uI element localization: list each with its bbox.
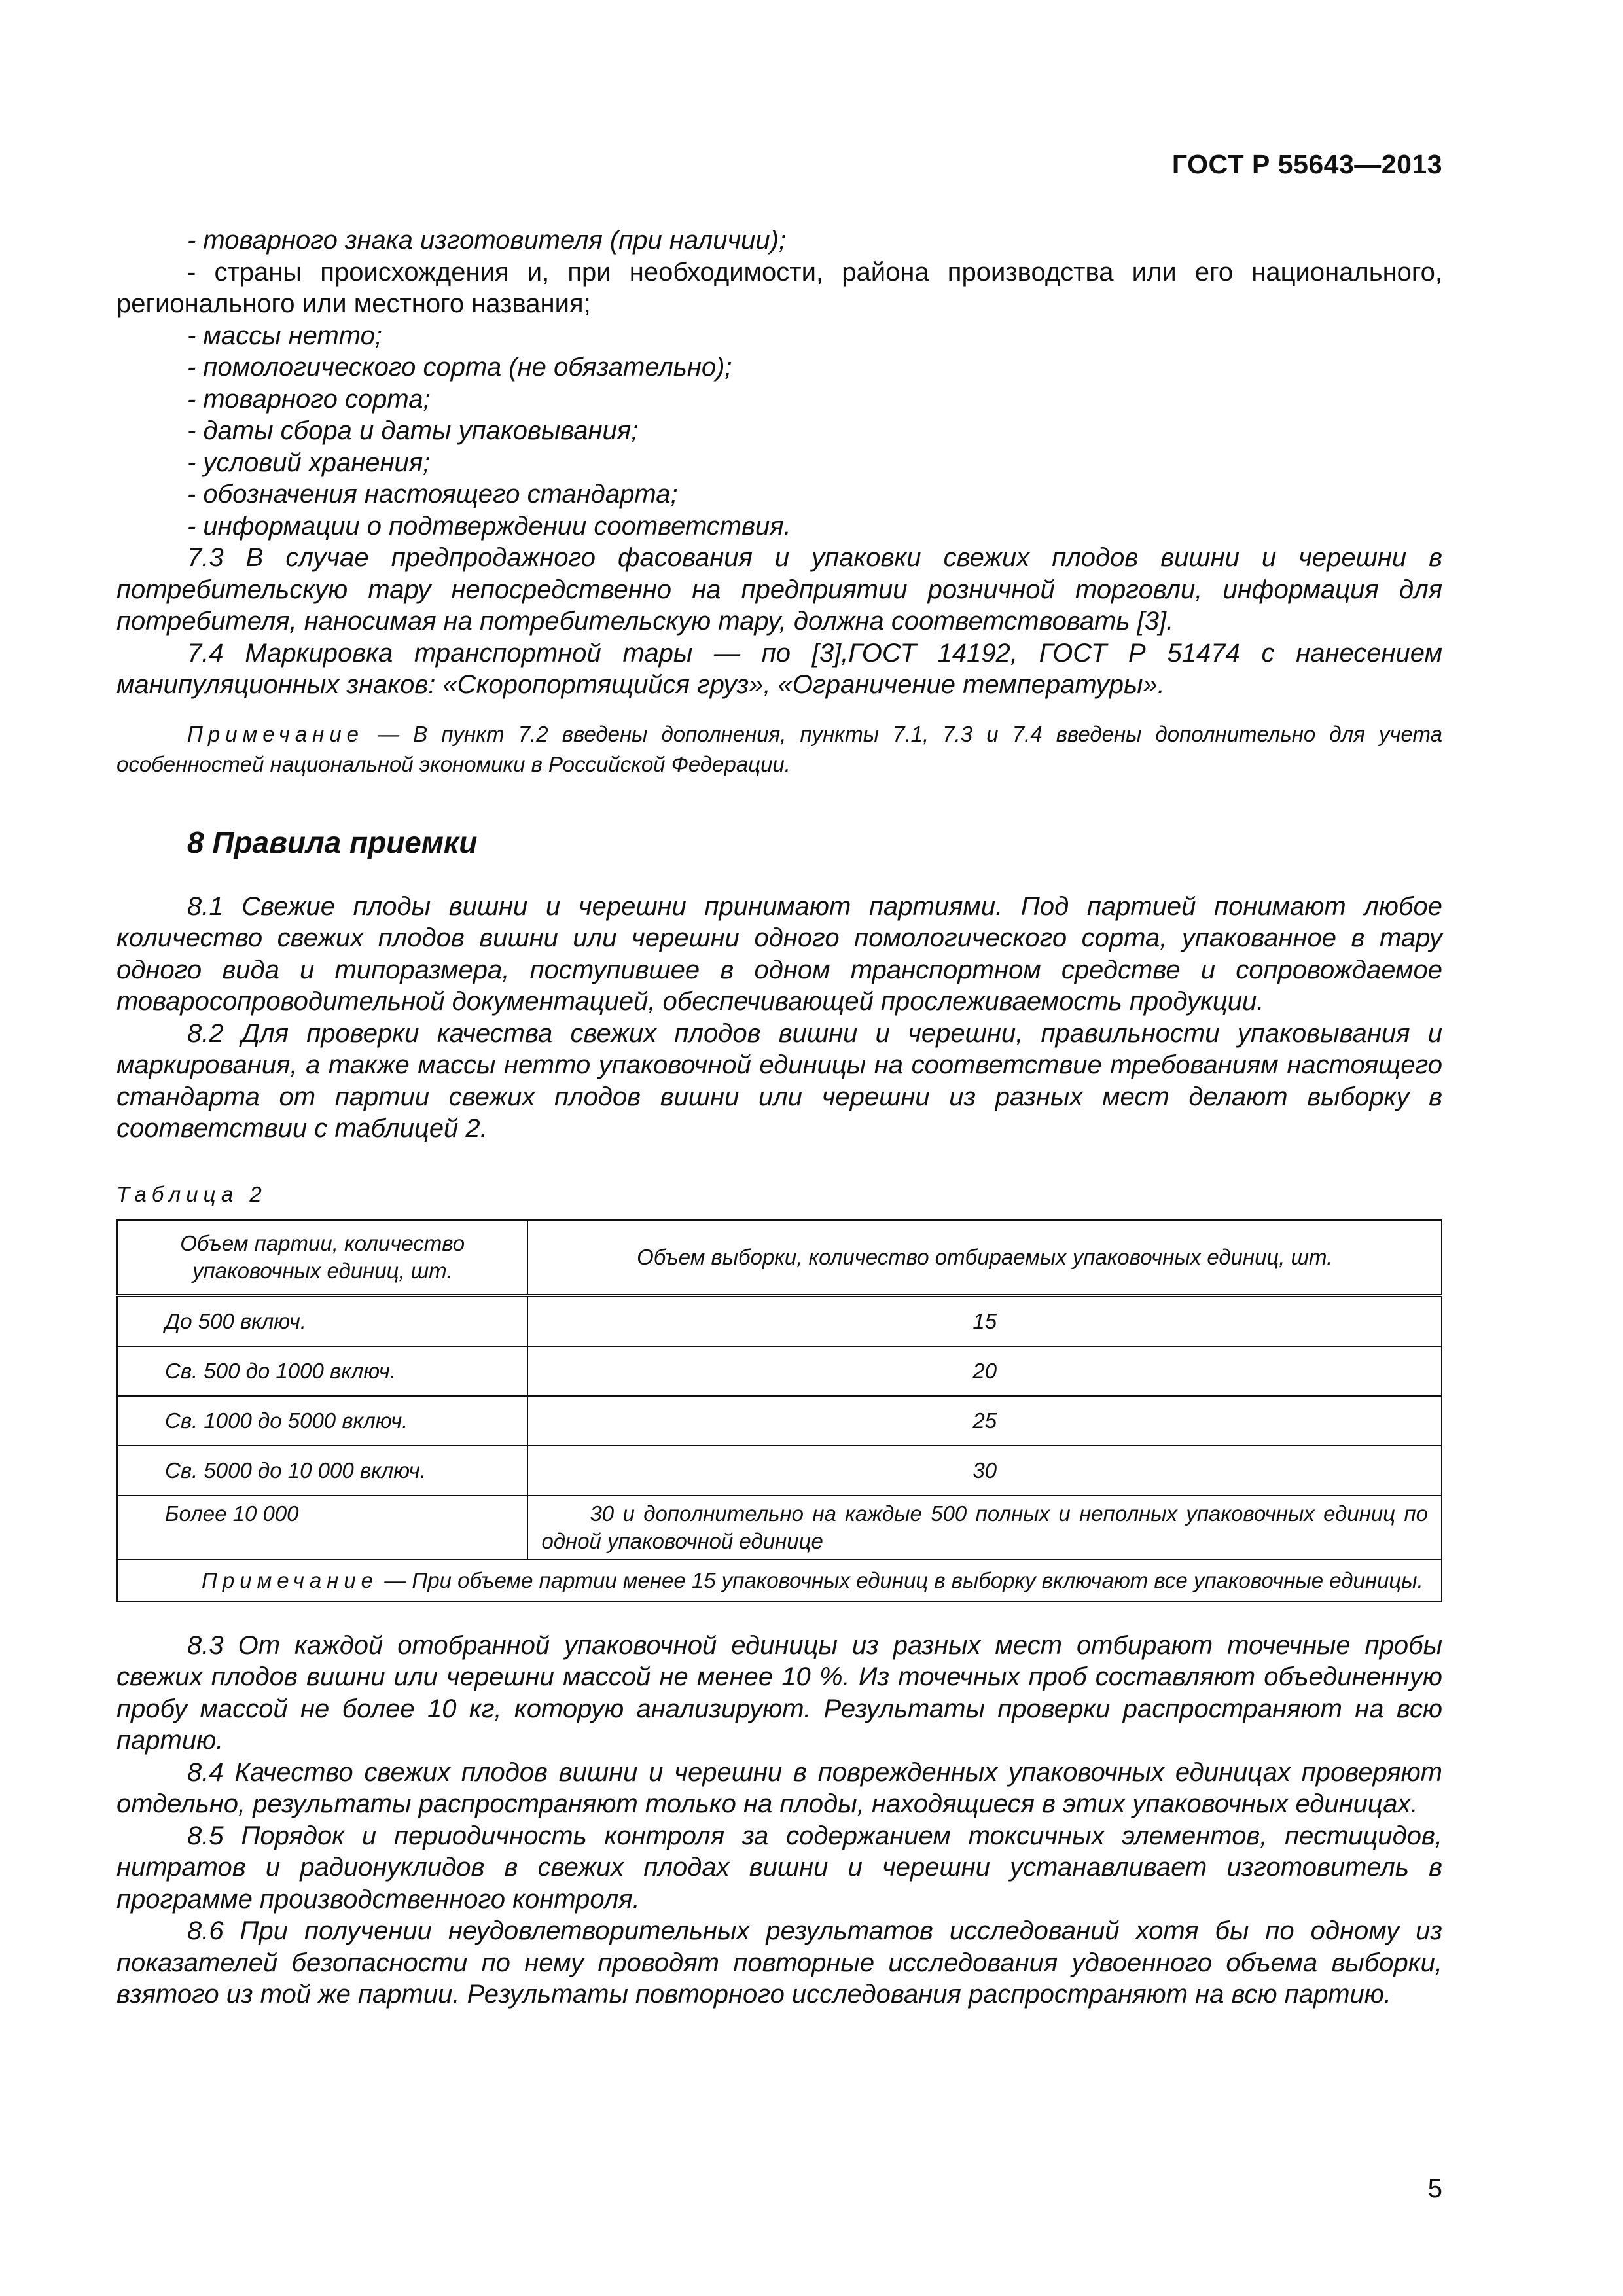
clause-8-2: 8.2 Для проверки качества свежих плодов вишни и черешни, правильности упаковывания и маркирования, а также массы нетто упаковочной единицы на соответствие требованиям настоящего стандарта от партии свежих плодов вишни или черешни из разных мест делают выборку в соответствии с таблицей 2. — [116, 1018, 1442, 1143]
note-section-7 — [116, 719, 1442, 780]
table-row — [117, 1295, 1442, 1346]
clause-8-4: 8.4 Качество свежих плодов вишни и черешни в поврежденных упаковочных единицах проверяют отдельно, результаты распространяют только на плоды, находящиеся в этих упаковочных единицах. — [116, 1757, 1442, 1818]
table-header-row — [117, 1220, 1442, 1296]
lot-size-cell: Более 10 000 — [117, 1496, 527, 1560]
clause-7-4: 7.4 Маркировка транспортной тары — по [3],ГОСТ 14192, ГОСТ Р 51474 с нанесением манипуляционных знаков: «Скоропортящийся груз», «Ограничение температуры». — [116, 638, 1442, 699]
after-table-block — [116, 1630, 1442, 2011]
page-number: 5 — [1427, 2174, 1442, 2203]
sample-size-cell: 25 — [527, 1396, 1442, 1446]
lot-size-cell: Св. 1000 до 5000 включ. — [117, 1396, 527, 1446]
list-item-country: - страны происхождения и, при необходимости, района производства или его национального, регионального или местного названия; — [116, 257, 1442, 318]
table-note-label: Примечание — [202, 1568, 379, 1592]
header-sample-size: Объем выборки, количество отбираемых упаковочных единиц, шт. — [527, 1220, 1442, 1296]
clause-7-3: 7.3 В случае предпродажного фасования и упаковки свежих плодов вишни и черешни в потребительскую тару непосредственно на предприятии розничной торговли, информация для потребителя, наносимая на потребительскую тару, должна соответствовать [3]. — [116, 543, 1442, 636]
list-item-net-mass: - массы нетто; — [187, 321, 383, 350]
lot-size-cell: Св. 500 до 1000 включ. — [117, 1346, 527, 1396]
header-lot-size: Объем партии, количество упаковочных единиц, шт. — [117, 1220, 527, 1296]
lot-size-cell: До 500 включ. — [117, 1295, 527, 1346]
sample-size-cell: 30 и дополнительно на каждые 500 полных и неполных упаковочных единиц по одной упаковочной единице — [527, 1496, 1442, 1560]
table-note-row — [117, 1560, 1442, 1602]
table-row — [117, 1446, 1442, 1496]
table-row — [117, 1396, 1442, 1446]
note-text: — В пункт 7.2 введены дополнения, пункты 7.1, 7.3 и 7.4 введены дополнительно для учета особенностей национальной экономики в Российской Федерации. — [116, 721, 1442, 776]
section-8-title: 8 Правила приемки — [187, 825, 478, 859]
list-item-pomological-variety: - помологического сорта (не обязательно); — [187, 353, 732, 382]
list-item-conformity-info: - информации о подтверждении соответствия. — [187, 511, 791, 541]
table-row — [117, 1346, 1442, 1396]
document-header: ГОСТ Р 55643—2013 — [1171, 149, 1442, 179]
sample-size-cell: 20 — [527, 1346, 1442, 1396]
clause-8-3: 8.3 От каждой отобранной упаковочной единицы из разных мест отбирают точечные пробы свежих плодов вишни или черешни массой не менее 10 %. Из точечных проб составляют объединенную пробу массой не более 10 кг, которую анализируют. Результаты проверки распространяют на всю партию. — [116, 1630, 1442, 1755]
note-label: Примечание — [187, 721, 365, 746]
page-content — [116, 224, 1442, 2011]
clause-8-5: 8.5 Порядок и периодичность контроля за содержанием токсичных элементов, пестицидов, нитратов и радионуклидов в свежих плодах вишни и черешни устанавливает изготовитель в программе производственного контроля. — [116, 1821, 1442, 1914]
list-item-trademark: - товарного знака изготовителя (при наличии); — [187, 226, 787, 255]
table-2-caption: Таблица 2 — [116, 1181, 267, 1206]
table-note-text: — При объеме партии менее 15 упаковочных единиц в выборку включают все упаковочные единицы. — [378, 1568, 1423, 1592]
table-row — [117, 1496, 1442, 1560]
list-item-commercial-grade: - товарного сорта; — [187, 384, 431, 414]
list-item-standard-designation: - обозначения настоящего стандарта; — [187, 480, 678, 509]
clause-8-1: 8.1 Свежие плоды вишни и черешни принимают партиями. Под партией понимают любое количество свежих плодов вишни или черешни одного помологического сорта, упакованное в тару одного вида и типоразмера, поступившее в одном транспортном средстве и сопровождаемое товаросопроводительной документацией, обеспечивающей прослеживаемость продукции. — [116, 891, 1442, 1016]
list-item-dates: - даты сбора и даты упаковывания; — [187, 416, 639, 445]
sample-size-cell: 15 — [527, 1295, 1442, 1346]
table-note — [117, 1560, 1442, 1602]
table-2 — [116, 1219, 1442, 1602]
lot-size-cell: Св. 5000 до 10 000 включ. — [117, 1446, 527, 1496]
sample-size-cell: 30 — [527, 1446, 1442, 1496]
clause-8-6: 8.6 При получении неудовлетворительных результатов исследований хотя бы по одному из показателей безопасности по нему проводят повторные исследования удвоенного объема выборки, взятого из той же партии. Результаты повторного исследования распространяют на всю партию. — [116, 1916, 1442, 2009]
list-item-storage: - условий хранения; — [187, 448, 431, 477]
